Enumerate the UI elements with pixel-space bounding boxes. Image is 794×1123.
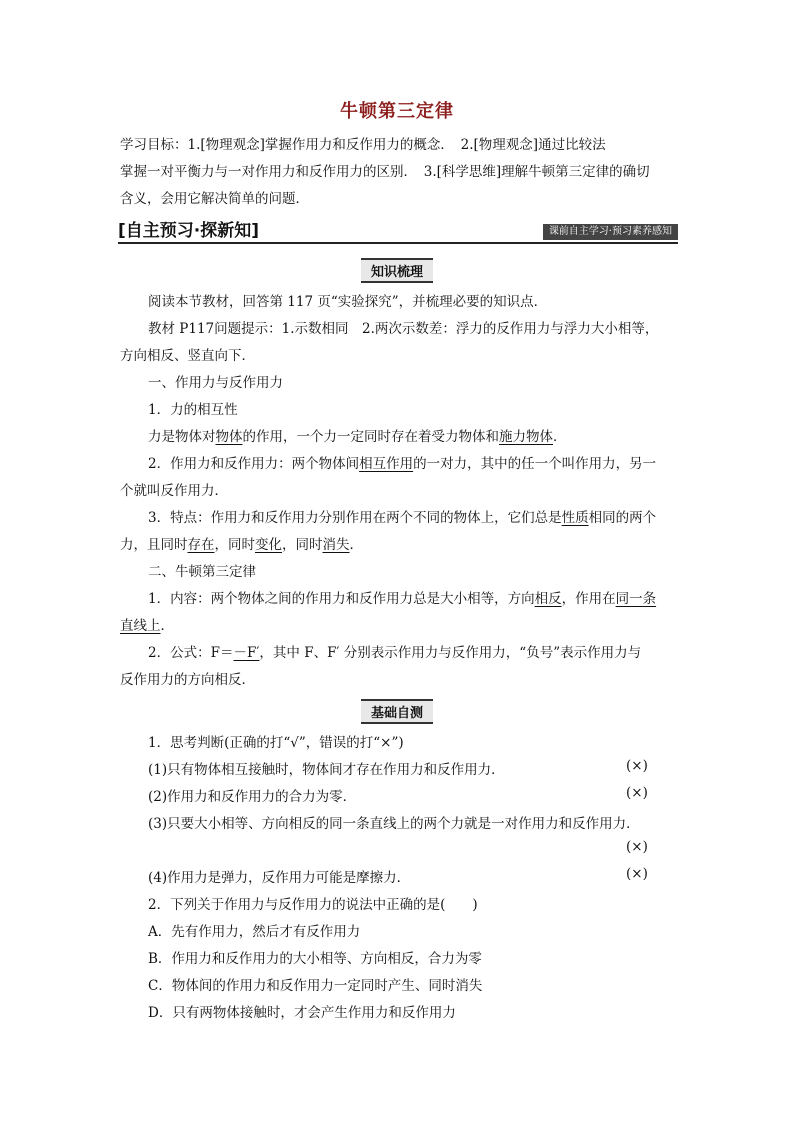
text: 的作用，一个力一定同时存在着受力物体和 (242, 429, 499, 445)
formula-line-1 (148, 641, 641, 661)
objectives-line-1: 学习目标：1.[物理观念]掌握作用力和反作用力的概念． 2.[物理观念]通过比较法 (120, 137, 606, 153)
sub-2-line-2: 个就叫反作用力． (120, 483, 228, 499)
objectives-line-3: 含义，会用它解决简单的问题． (120, 191, 309, 207)
sub-1: 1．力的相互性 (148, 402, 238, 418)
fill-blank: 施力物体 (499, 429, 553, 445)
fill-blank: 直线上 (120, 618, 161, 634)
text: 力是物体对 (148, 429, 216, 445)
text: ，同时 (214, 537, 255, 553)
option-c: C．物体间的作用力和反作用力一定同时产生、同时消失 (148, 978, 483, 994)
text: ． (553, 429, 567, 445)
knowledge-box-text: 知识梳理 (361, 258, 433, 283)
judge-item-2: (2)作用力和反作用力的合力为零． (148, 789, 357, 805)
fill-blank: 相反 (534, 591, 562, 607)
hint-line-1: 教材 P117问题提示：1.示数相同 2.两次示数差：浮力的反作用力与浮力大小相等， (148, 321, 659, 337)
formula-line-2: 反作用力的方向相反． (120, 672, 255, 688)
sub-2-line-1 (148, 452, 656, 472)
option-a: A．先有作用力，然后才有反作用力 (148, 924, 361, 940)
text: 的一对力，其中的任一个叫作用力，另一 (413, 456, 657, 472)
judge-item-1: (1)只有物体相互接触时，物体间才存在作用力和反作用力． (148, 762, 505, 778)
objectives-line-2: 掌握一对平衡力与一对作用力和反作用力的区别． 3.[科学思维]理解牛顿第三定律的确切 (120, 164, 650, 180)
fill-blank: 变化 (255, 537, 282, 553)
heading-2: 二、牛顿第三定律 (148, 564, 256, 580)
text: ，同时 (282, 537, 323, 553)
section-title: [自主预习·探新知] (118, 221, 259, 241)
law-content-line-2 (120, 614, 174, 634)
sub-3-line-1 (148, 506, 656, 526)
hint-line-2: 方向相反、竖直向下． (120, 348, 255, 364)
intro-text: 阅读本节教材，回答第 117 页“实验探究”，并梳理必要的知识点． (148, 294, 548, 310)
section-header (118, 216, 678, 244)
text: 3．特点：作用力和反作用力分别作用在两个不同的物体上，它们总是 (148, 510, 562, 526)
fill-blank: 同一条 (615, 591, 657, 607)
judge-mark-1: (×) (626, 758, 648, 774)
sub-1-text (148, 425, 567, 445)
selftest-box-label (0, 699, 794, 724)
text: 2．作用力和反作用力：两个物体间 (148, 456, 360, 472)
fill-blank: 存在 (187, 537, 215, 553)
text: 力，且同时 (120, 537, 188, 553)
option-b: B．作用力和反作用力的大小相等、方向相反，合力为零 (148, 951, 482, 967)
question-2: 2．下列关于作用力与反作用力的说法中正确的是( ) (148, 897, 478, 913)
fill-blank: －F′ (233, 645, 260, 661)
heading-1: 一、作用力与反作用力 (148, 375, 283, 391)
fill-blank: 消失 (322, 537, 350, 553)
judge-mark-4: (×) (626, 866, 648, 882)
section-subtitle: 课前自主学习·预习素养感知 (543, 224, 678, 240)
selftest-box-text: 基础自测 (361, 699, 433, 724)
question-1: 1．思考判断(正确的打“√”，错误的打“×”) (148, 735, 404, 751)
sub-3-line-2 (120, 533, 363, 553)
fill-blank: 相互作用 (359, 456, 414, 472)
page-title: 牛顿第三定律 (340, 101, 454, 122)
text: 1．内容：两个物体之间的作用力和反作用力总是大小相等，方向 (148, 591, 535, 607)
text: ． (349, 537, 363, 553)
text: 2．公式：F＝ (148, 645, 234, 661)
judge-item-4: (4)作用力是弹力，反作用力可能是摩擦力． (148, 870, 411, 886)
text: ． (160, 618, 174, 634)
judge-mark-2: (×) (626, 785, 648, 801)
option-d: D．只有两物体接触时，才会产生作用力和反作用力 (148, 1005, 456, 1021)
fill-blank: 性质 (561, 510, 589, 526)
fill-blank: 物体 (215, 429, 243, 445)
judge-item-3: (3)只要大小相等、方向相反的同一条直线上的两个力就是一对作用力和反作用力． (148, 816, 640, 832)
text: ，其中 F、F′ 分别表示作用力与反作用力，“负号”表示作用力与 (259, 645, 642, 661)
text: ，作用在 (561, 591, 616, 607)
law-content-line-1 (148, 587, 656, 607)
knowledge-box-label (0, 258, 794, 283)
judge-mark-3: (×) (626, 839, 648, 855)
text: 相同的两个 (588, 510, 657, 526)
